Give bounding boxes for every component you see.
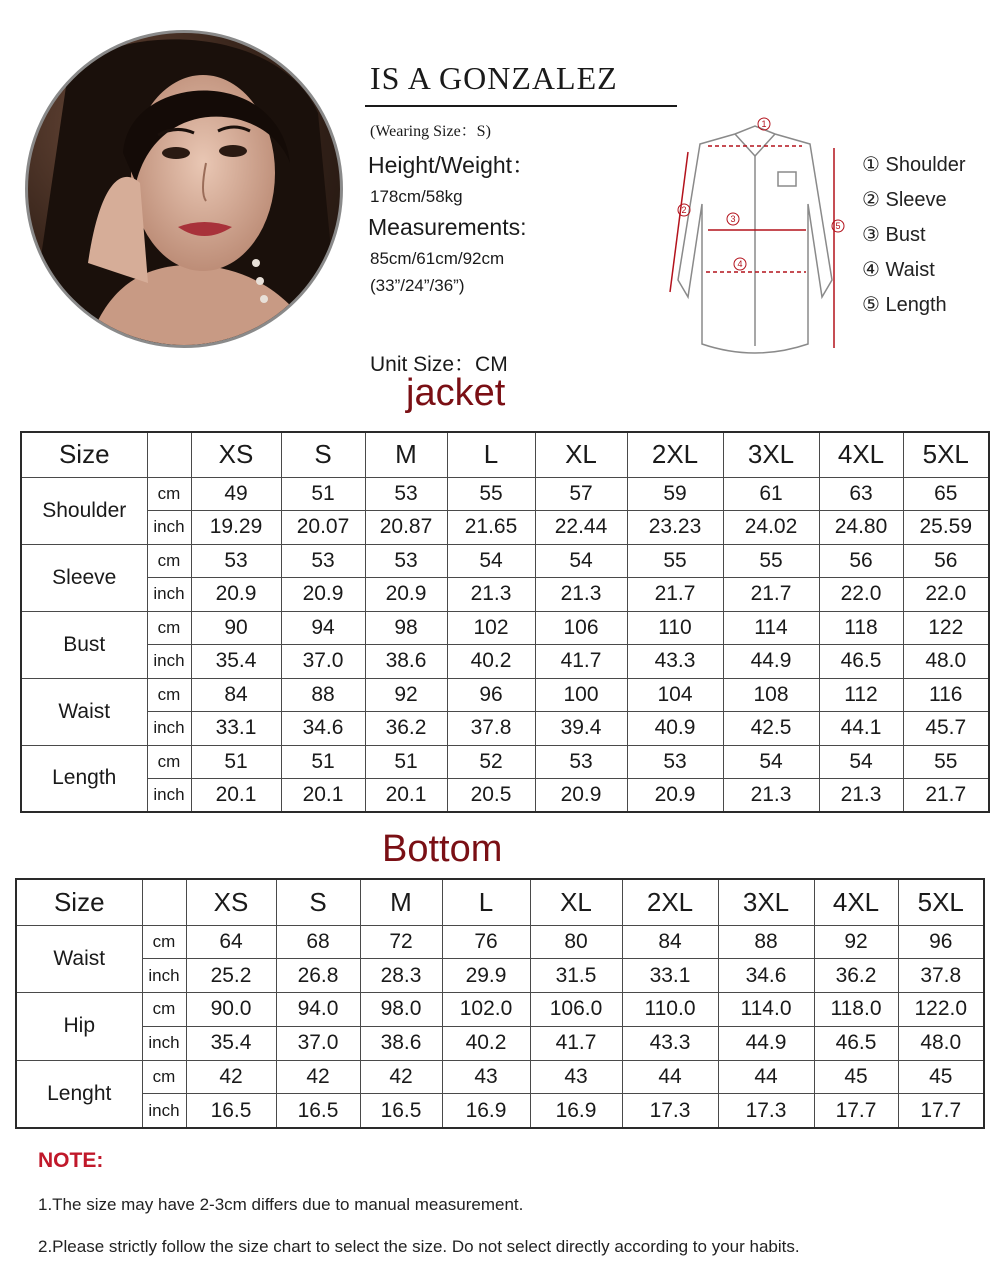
unit-label: cm [142,1060,186,1094]
measurement-name: Waist [21,678,147,745]
size-value-cell: 88 [718,925,814,959]
size-value-cell: 94.0 [276,993,360,1027]
brand-name: IS A GONZALEZ [370,60,618,96]
legend-length: ⑤ Length [862,294,947,316]
size-value-cell: 43 [442,1060,530,1094]
size-value-cell: 56 [819,544,903,578]
table-row [16,1060,984,1094]
size-value-cell: 112 [819,678,903,712]
size-value-cell: 34.6 [718,959,814,993]
measurement-name: Sleeve [21,544,147,611]
size-value-cell: 17.3 [718,1094,814,1128]
size-column-header: 3XL [718,879,814,925]
wearing-size: (Wearing Size：S) [370,123,491,140]
size-value-cell: 54 [819,745,903,779]
size-value-cell: 21.65 [447,511,535,545]
unit-label: cm [147,745,191,779]
table-row [16,1094,984,1128]
unit-label: cm [142,993,186,1027]
size-value-cell: 38.6 [360,1026,442,1060]
size-column-header: M [365,432,447,477]
unit-label: inch [142,959,186,993]
size-value-cell: 59 [627,477,723,511]
size-value-cell: 44 [622,1060,718,1094]
size-value-cell: 55 [723,544,819,578]
size-value-cell: 96 [447,678,535,712]
size-value-cell: 20.07 [281,511,365,545]
size-value-cell: 45 [814,1060,898,1094]
size-value-cell: 16.9 [530,1094,622,1128]
size-value-cell: 40.2 [447,645,535,679]
table-row [21,745,989,779]
size-value-cell: 21.3 [447,578,535,612]
legend-sleeve: ② Sleeve [862,189,947,211]
size-value-cell: 46.5 [819,645,903,679]
size-value-cell: 64 [186,925,276,959]
size-value-cell: 34.6 [281,712,365,746]
size-value-cell: 17.7 [898,1094,984,1128]
size-header-label: Size [21,432,147,477]
size-value-cell: 51 [191,745,281,779]
size-value-cell: 43 [530,1060,622,1094]
bottom-size-table [15,878,985,1129]
size-value-cell: 44.1 [819,712,903,746]
size-column-header: 2XL [627,432,723,477]
size-value-cell: 35.4 [191,645,281,679]
size-value-cell: 20.87 [365,511,447,545]
size-column-header: 3XL [723,432,819,477]
size-value-cell: 20.9 [365,578,447,612]
size-value-cell: 37.0 [281,645,365,679]
size-value-cell: 84 [622,925,718,959]
size-value-cell: 53 [365,544,447,578]
size-value-cell: 118.0 [814,993,898,1027]
size-column-header: 5XL [898,879,984,925]
size-value-cell: 114.0 [718,993,814,1027]
unit-label: inch [147,779,191,813]
size-column-header: S [276,879,360,925]
marker-4: 4 [737,259,743,269]
size-value-cell: 20.9 [535,779,627,813]
size-value-cell: 56 [903,544,989,578]
size-value-cell: 48.0 [898,1026,984,1060]
measurement-name: Waist [16,925,142,993]
size-value-cell: 31.5 [530,959,622,993]
table-row [21,712,989,746]
size-value-cell: 100 [535,678,627,712]
unit-label: cm [147,544,191,578]
size-value-cell: 40.2 [442,1026,530,1060]
height-weight-value: 178cm/58kg [370,187,463,206]
size-column-header: 2XL [622,879,718,925]
size-value-cell: 53 [627,745,723,779]
size-value-cell: 29.9 [442,959,530,993]
measurements-label: Measurements: [368,214,527,240]
measurement-name: Bust [21,611,147,678]
size-value-cell: 98 [365,611,447,645]
size-value-cell: 63 [819,477,903,511]
table-row [16,925,984,959]
size-column-header: L [442,879,530,925]
size-value-cell: 22.0 [903,578,989,612]
measurement-name: Shoulder [21,477,147,544]
size-value-cell: 106.0 [530,993,622,1027]
bottom-title: Bottom [382,828,503,870]
size-value-cell: 48.0 [903,645,989,679]
marker-5: 5 [835,221,841,231]
size-value-cell: 16.5 [276,1094,360,1128]
measurement-name: Lenght [16,1060,142,1128]
measurement-name: Length [21,745,147,812]
size-value-cell: 44.9 [718,1026,814,1060]
size-header-row [21,432,989,477]
size-value-cell: 43.3 [622,1026,718,1060]
legend-waist: ④ Waist [862,259,935,281]
size-value-cell: 90.0 [186,993,276,1027]
size-value-cell: 65 [903,477,989,511]
size-value-cell: 37.8 [898,959,984,993]
unit-label: inch [142,1094,186,1128]
size-value-cell: 80 [530,925,622,959]
size-value-cell: 57 [535,477,627,511]
table-row [21,511,989,545]
size-column-header: XL [535,432,627,477]
size-value-cell: 54 [535,544,627,578]
marker-3: 3 [730,214,736,224]
unit-header-cell [147,432,191,477]
size-value-cell: 36.2 [814,959,898,993]
size-value-cell: 41.7 [535,645,627,679]
size-column-header: XS [191,432,281,477]
size-value-cell: 33.1 [622,959,718,993]
brand-underline [365,105,677,107]
marker-2: 2 [681,205,687,215]
size-value-cell: 21.7 [723,578,819,612]
size-value-cell: 23.23 [627,511,723,545]
size-value-cell: 20.9 [281,578,365,612]
size-value-cell: 92 [814,925,898,959]
measurements-cm: 85cm/61cm/92cm [370,249,505,268]
size-value-cell: 94 [281,611,365,645]
size-value-cell: 17.3 [622,1094,718,1128]
size-value-cell: 20.5 [447,779,535,813]
size-value-cell: 20.1 [191,779,281,813]
size-value-cell: 54 [723,745,819,779]
table-row [21,544,989,578]
size-value-cell: 55 [627,544,723,578]
size-value-cell: 21.7 [903,779,989,813]
size-value-cell: 102.0 [442,993,530,1027]
size-value-cell: 21.3 [723,779,819,813]
size-value-cell: 35.4 [186,1026,276,1060]
jacket-title: jacket [406,372,506,414]
table-row [21,678,989,712]
legend-bust: ③ Bust [862,224,926,246]
size-value-cell: 106 [535,611,627,645]
size-value-cell: 37.0 [276,1026,360,1060]
size-value-cell: 53 [535,745,627,779]
size-column-header: L [447,432,535,477]
measurement-name: Hip [16,993,142,1061]
size-value-cell: 122 [903,611,989,645]
size-value-cell: 84 [191,678,281,712]
unit-label: cm [147,611,191,645]
size-value-cell: 43.3 [627,645,723,679]
size-value-cell: 52 [447,745,535,779]
size-value-cell: 33.1 [191,712,281,746]
measurements-inch: (33”/24”/36”) [370,276,465,295]
size-value-cell: 51 [281,745,365,779]
table-row [21,645,989,679]
size-column-header: 4XL [814,879,898,925]
note-item-1: 1.The size may have 2-3cm differs due to manual measurement. [38,1195,524,1214]
size-column-header: XL [530,879,622,925]
size-value-cell: 16.9 [442,1094,530,1128]
size-value-cell: 49 [191,477,281,511]
size-value-cell: 44.9 [723,645,819,679]
size-value-cell: 40.9 [627,712,723,746]
size-value-cell: 38.6 [365,645,447,679]
shirt-measurement-diagram [660,112,850,357]
size-value-cell: 53 [365,477,447,511]
size-value-cell: 24.80 [819,511,903,545]
size-value-cell: 61 [723,477,819,511]
size-value-cell: 20.1 [281,779,365,813]
size-value-cell: 98.0 [360,993,442,1027]
size-value-cell: 114 [723,611,819,645]
size-value-cell: 90 [191,611,281,645]
size-value-cell: 25.59 [903,511,989,545]
size-value-cell: 110.0 [622,993,718,1027]
size-value-cell: 55 [447,477,535,511]
size-column-header: XS [186,879,276,925]
size-value-cell: 88 [281,678,365,712]
unit-header-cell [142,879,186,925]
size-value-cell: 42 [186,1060,276,1094]
size-value-cell: 46.5 [814,1026,898,1060]
size-value-cell: 28.3 [360,959,442,993]
size-value-cell: 36.2 [365,712,447,746]
unit-label: cm [142,925,186,959]
size-value-cell: 21.3 [819,779,903,813]
table-row [21,779,989,813]
size-value-cell: 22.0 [819,578,903,612]
table-row [21,611,989,645]
marker-1: 1 [761,119,767,129]
size-value-cell: 122.0 [898,993,984,1027]
size-header-label: Size [16,879,142,925]
size-value-cell: 104 [627,678,723,712]
size-value-cell: 108 [723,678,819,712]
table-row [21,578,989,612]
size-value-cell: 21.3 [535,578,627,612]
size-header-row [16,879,984,925]
size-column-header: M [360,879,442,925]
size-value-cell: 22.44 [535,511,627,545]
size-value-cell: 16.5 [186,1094,276,1128]
size-value-cell: 17.7 [814,1094,898,1128]
unit-size: Unit Size：CM [370,353,508,376]
model-portrait-image [28,33,340,345]
size-value-cell: 118 [819,611,903,645]
note-title: NOTE: [38,1149,104,1172]
size-value-cell: 96 [898,925,984,959]
size-value-cell: 68 [276,925,360,959]
unit-label: inch [147,511,191,545]
size-value-cell: 54 [447,544,535,578]
size-value-cell: 20.9 [191,578,281,612]
unit-label: inch [147,712,191,746]
size-value-cell: 45.7 [903,712,989,746]
size-value-cell: 45 [898,1060,984,1094]
size-value-cell: 16.5 [360,1094,442,1128]
size-value-cell: 42 [276,1060,360,1094]
size-value-cell: 20.9 [627,779,723,813]
size-value-cell: 110 [627,611,723,645]
size-value-cell: 76 [442,925,530,959]
unit-label: cm [147,678,191,712]
size-value-cell: 19.29 [191,511,281,545]
legend-shoulder: ① Shoulder [862,154,966,176]
table-row [16,1026,984,1060]
size-value-cell: 42.5 [723,712,819,746]
size-column-header: S [281,432,365,477]
unit-label: inch [147,578,191,612]
size-value-cell: 51 [365,745,447,779]
size-value-cell: 25.2 [186,959,276,993]
jacket-size-table [20,431,990,813]
size-value-cell: 42 [360,1060,442,1094]
table-row [16,959,984,993]
model-photo [25,30,343,348]
unit-label: inch [147,645,191,679]
table-row [21,477,989,511]
size-value-cell: 53 [281,544,365,578]
size-value-cell: 21.7 [627,578,723,612]
size-value-cell: 37.8 [447,712,535,746]
size-value-cell: 72 [360,925,442,959]
height-weight-label: Height/Weight： [368,152,536,178]
unit-label: inch [142,1026,186,1060]
table-row [16,993,984,1027]
size-value-cell: 41.7 [530,1026,622,1060]
size-value-cell: 24.02 [723,511,819,545]
size-value-cell: 55 [903,745,989,779]
note-item-2: 2.Please strictly follow the size chart to select the size. Do not select directly according to your habits. [38,1237,800,1256]
size-value-cell: 116 [903,678,989,712]
unit-label: cm [147,477,191,511]
size-column-header: 4XL [819,432,903,477]
size-value-cell: 39.4 [535,712,627,746]
size-value-cell: 20.1 [365,779,447,813]
size-value-cell: 51 [281,477,365,511]
size-value-cell: 53 [191,544,281,578]
size-value-cell: 92 [365,678,447,712]
size-column-header: 5XL [903,432,989,477]
size-value-cell: 44 [718,1060,814,1094]
size-value-cell: 102 [447,611,535,645]
size-value-cell: 26.8 [276,959,360,993]
